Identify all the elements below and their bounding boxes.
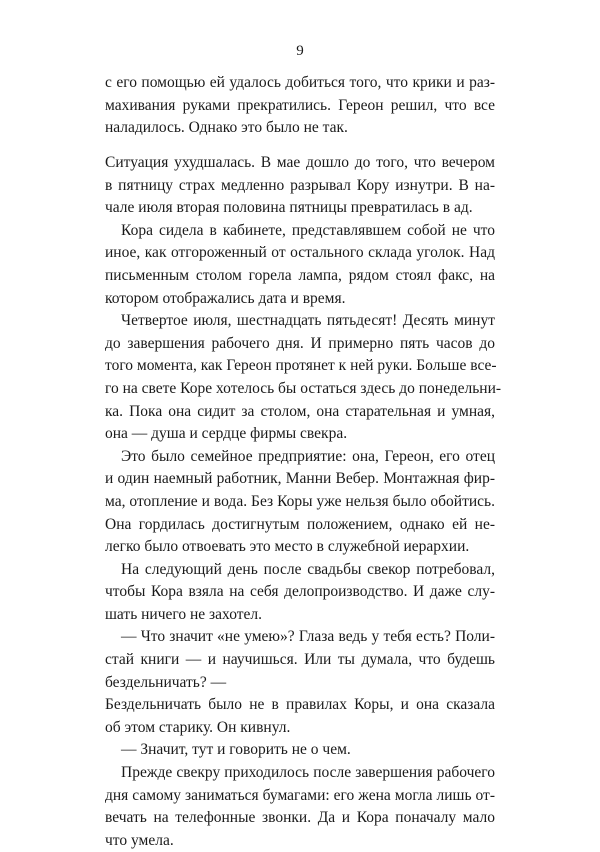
text-line: стай книги — и научишься. Или ты думала, что будешь <box>105 651 495 669</box>
text-line: она — душа и сердце фирмы свекра. <box>105 425 348 443</box>
text-line: дня самому заниматься бумагами: его жена могла лишь от- <box>105 786 495 804</box>
text-line: махивания руками прекратились. Гереон решил, что все <box>105 96 495 114</box>
text-line: в пятницу страх медленно разрывал Кору изнутри. В на- <box>105 176 495 194</box>
text-line: чтобы Кора взяла на себя делопроизводство. И даже слу- <box>105 583 495 601</box>
text-line: го на свете Коре хотелось бы остаться здесь до понедельни- <box>105 379 502 397</box>
text-line: Бездельничать было не в правилах Коры, и она сказала <box>105 696 495 714</box>
text-line: Ситуация ухудшалась. В мае дошло до того, что вечером <box>105 154 495 171</box>
text-line: что умела. <box>105 831 174 849</box>
paragraph-block-main <box>105 152 502 852</box>
text-line: бездельничать? — <box>105 673 227 691</box>
text-line: письменным столом горела лампа, рядом стоял факс, на <box>105 266 495 284</box>
page-number: 9 <box>296 43 304 59</box>
text-line: с его помощью ей удалось добиться того, что крики и раз- <box>105 74 495 91</box>
text-line: ка. Пока она сидит за столом, она старательная и умная, <box>105 402 495 420</box>
text-line: вечать на телефонные звонки. Да и Кора поначалу мало <box>105 809 495 827</box>
text-line: — Что значит «не умею»? Глаза ведь у тебя есть? Поли- <box>121 628 495 646</box>
text-line: — Значит, тут и говорить не о чем. <box>121 741 351 759</box>
text-line: чале июля вторая половина пятницы превратилась в ад. <box>105 199 473 217</box>
text-line: наладилось. Однако это было не так. <box>105 119 348 137</box>
text-line: иное, как отгороженный от остального склада уголок. Над <box>105 244 495 262</box>
text-line: Прежде свекру приходилось после завершения рабочего <box>121 764 495 782</box>
text-line: Она гордилась достигнутым положением, однако ей не- <box>105 515 495 533</box>
text-line: шать ничего не захотел. <box>105 605 263 623</box>
paragraph-block-top <box>105 72 495 140</box>
text-line: ма, отопление и вода. Без Коры уже нельзя было обойтись. <box>105 492 495 510</box>
text-line: Четвертое июля, шестнадцать пятьдесят! Десять минут <box>121 312 495 330</box>
text-line: и один наемный работник, Манни Вебер. Монтажная фир- <box>105 470 495 488</box>
text-line: того момента, как Гереон протянет к ней руки. Больше все- <box>105 357 497 375</box>
text-line: Кора сидела в кабинете, представлявшем собой не что <box>121 221 495 239</box>
text-line: об этом старику. Он кивнул. <box>105 718 291 736</box>
text-line: котором отображались дата и время. <box>105 289 346 307</box>
text-line: Это было семейное предприятие: она, Гереон, его отец <box>121 447 495 465</box>
text-line: На следующий день после свадьбы свекор потребовал, <box>121 560 495 578</box>
text-line: до завершения рабочего дня. И примерно пять часов до <box>105 334 495 352</box>
text-line: легко было отвоевать это место в служебной иерархии. <box>105 538 470 556</box>
